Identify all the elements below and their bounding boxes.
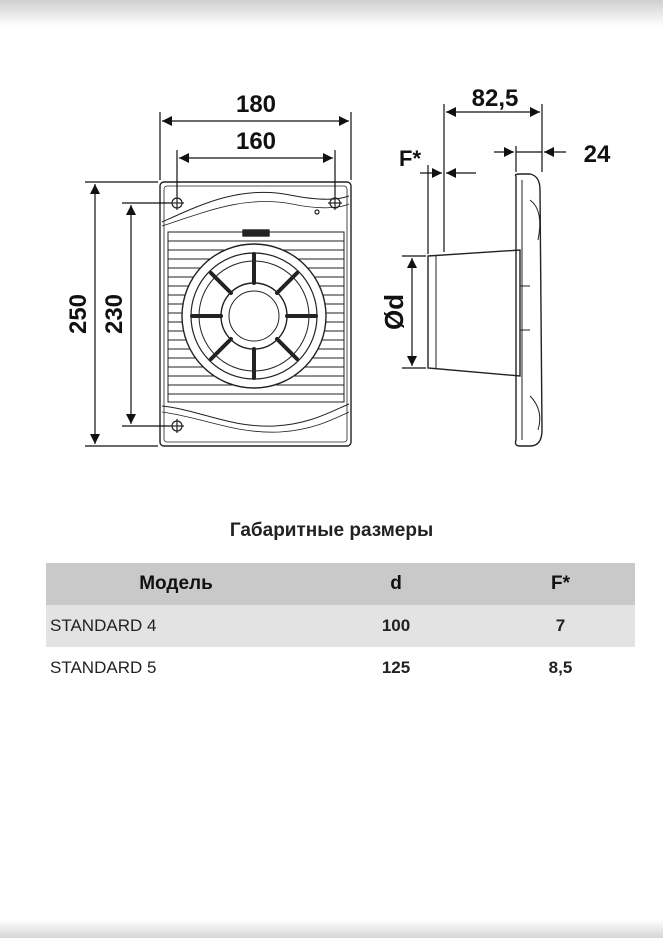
dim-width-holes-label: 160 <box>235 128 277 155</box>
cell-model: STANDARD 4 <box>46 605 306 647</box>
cell-f: 8,5 <box>548 658 573 677</box>
cell-d: 125 <box>381 658 411 677</box>
dim-width-outer-label: 180 <box>235 91 277 118</box>
side-view <box>428 174 542 446</box>
cell-model: STANDARD 5 <box>50 658 157 677</box>
header-model: Модель <box>46 563 306 605</box>
table-row <box>46 605 635 647</box>
dimensions-table <box>46 563 635 689</box>
front-view <box>160 182 351 446</box>
cell-d: 100 <box>306 605 486 647</box>
table-header-row <box>46 563 635 605</box>
dim-flange-label: 24 <box>583 141 611 168</box>
spigot-outline <box>428 250 520 376</box>
dim-depth-label: 82,5 <box>471 85 519 112</box>
table-title: Габаритные размеры <box>229 520 434 541</box>
header-d: d <box>306 563 486 605</box>
dim-height-outer-label: 250 <box>65 293 92 335</box>
dim-spigot-label: F* <box>399 146 421 171</box>
dim-height-holes-label: 230 <box>101 293 128 335</box>
bottom-gradient-bar <box>0 920 663 938</box>
dim-diameter-label: Ød <box>379 293 409 331</box>
table-row <box>46 647 635 689</box>
cell-f: 7 <box>486 605 635 647</box>
header-f: F* <box>486 563 635 605</box>
